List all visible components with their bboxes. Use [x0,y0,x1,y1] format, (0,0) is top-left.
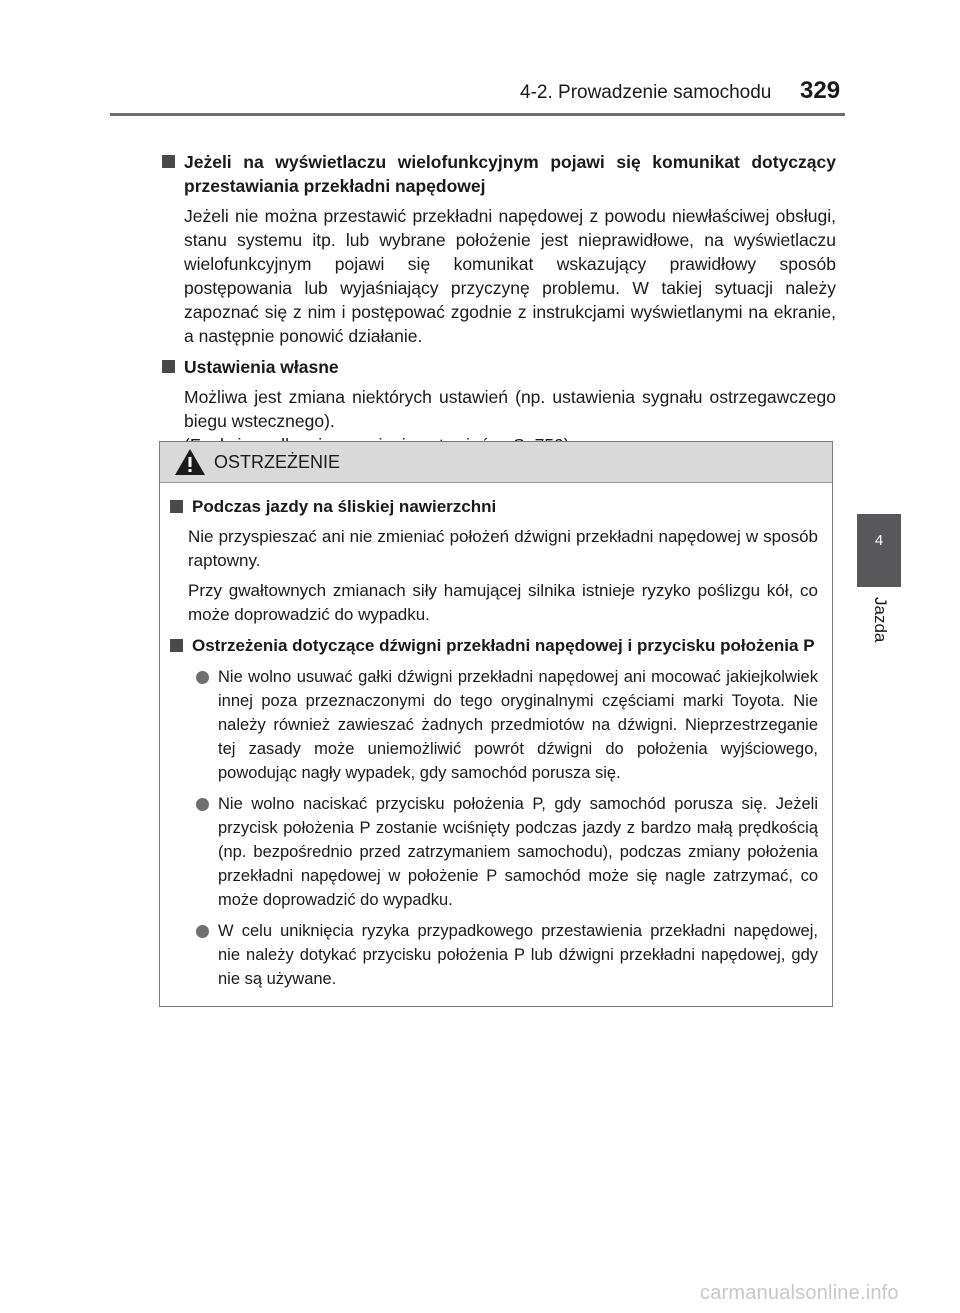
warning-bullet-text: W celu uniknięcia ryzyka przypadkowego przestawienia przekładni napędowej, nie należy dotykać przycisku położenia P lub dźwigni przekładni napędowej, gdy nie są używane. [218,922,818,988]
warning-item-heading [170,495,818,519]
warning-paragraph: Przy gwałtownych zmianach siły hamującej silnika istnieje ryzyko poślizgu kół, co może doprowadzić do wypadku. [188,581,818,624]
warning-bullet-text: Nie wolno naciskać przycisku położenia P, gdy samochód porusza się. Jeżeli przycisk położenia P zostanie wciśnięty podczas jazdy z bardzo małą prędkością (np. bezpośrednio przed zatrzymaniem samochodu), podczas zmiany położenia przekładni napędowej w położenie P samochód może się nagle zatrzymać, co może doprowadzić do wypadku. [218,795,818,909]
square-bullet-icon [170,500,183,513]
chapter-tab [857,514,901,587]
circle-bullet-icon [196,925,209,938]
warning-triangle-icon [174,448,206,476]
circle-bullet-icon [196,671,209,684]
section-heading-text: Ustawienia własne [184,357,339,377]
section-heading-text: Jeżeli na wyświetlaczu wielofunkcyjnym pojawi się komunikat dotyczący przestawiania przekładni napędowej [184,152,836,196]
circle-bullet-icon [196,798,209,811]
header-divider [110,113,845,116]
section-paragraph: Jeżeli nie można przestawić przekładni napędowej z powodu niewłaściwej obsługi, stanu systemu itp. lub wybrane położenie jest nieprawidłowe, na wyświetlaczu wielofunkcyjnym pojawi się komunikat wskazujący prawidłowy sposób postępowania lub wyjaśniający przyczynę problemu. W takiej sytuacji należy zapoznać się z nim i postępować zgodnie z instrukcjami wyświetlanymi na ekranie, a następnie ponowić działanie. [184,206,836,346]
warning-title: OSTRZEŻENIE [214,451,341,472]
running-header-section: 4-2. Prowadzenie samochodu [520,82,772,103]
warning-box [159,441,833,1007]
warning-item-heading-text: Ostrzeżenia dotyczące dźwigni przekładni napędowej i przycisku położenia P [192,636,815,655]
main-content [162,150,836,457]
square-bullet-icon [162,360,175,373]
warning-bullet [196,665,818,785]
warning-bullet [196,792,818,912]
section-heading [162,150,836,198]
warning-paragraph: Nie przyspieszać ani nie zmieniać położeń dźwigni przekładni napędowej w sposób raptowny. [188,527,818,570]
section-paragraph-text: Możliwa jest zmiana niektórych ustawień (np. ustawienia sygnału ostrzegawczego biegu wstecznego). [184,387,836,431]
warning-body [160,483,832,991]
square-bullet-icon [170,639,183,652]
page-number: 329 [800,77,841,104]
warning-item-heading-text: Podczas jazdy na śliskiej nawierzchni [192,497,497,516]
section-heading [162,355,836,379]
warning-bullet-text: Nie wolno usuwać gałki dźwigni przekładni napędowej ani mocować jakiejkolwiek innej poza przeznaczonymi do tego oryginalnymi częściami marki Toyota. Nie należy również zawieszać żadnych przedmiotów na dźwigni. Nieprzestrzeganie tej zasady może uniemożliwić powrót dźwigni do położenia wyjściowego, powodując nagły wypadek, gdy samochód porusza się. [218,668,818,782]
warning-header [160,442,832,483]
chapter-tab-label [868,597,892,657]
warning-bullet [196,919,818,991]
warning-item-heading [170,634,818,658]
square-bullet-icon [162,155,175,168]
chapter-tab-number: 4 [874,532,884,549]
watermark: carmanualsonline.info [700,1282,899,1304]
chapter-tab-label-text: Jazda [871,597,890,643]
